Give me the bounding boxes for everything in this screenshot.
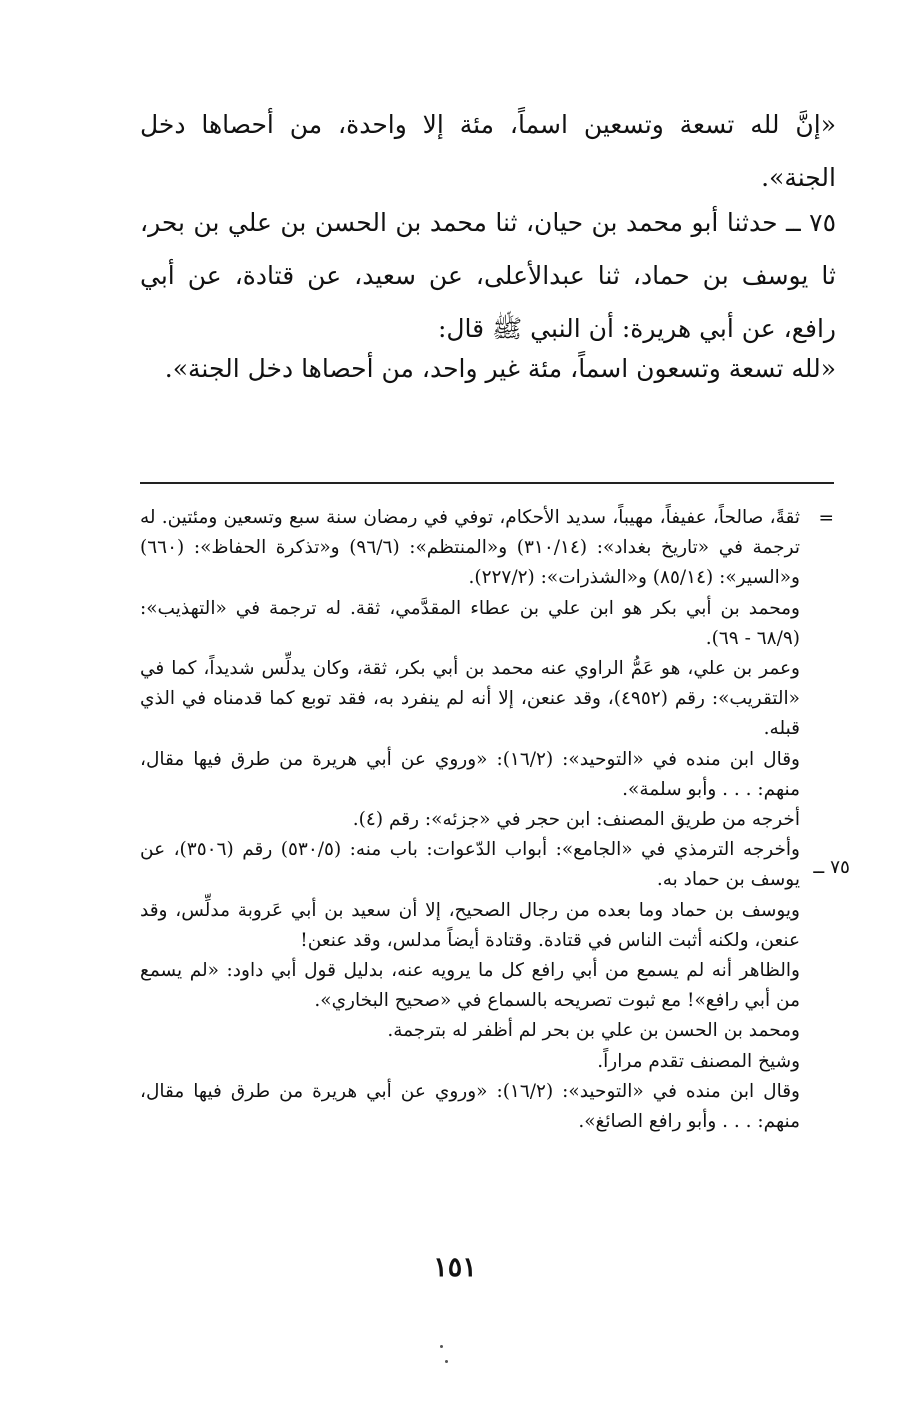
- main-paragraph: ٧٥ ــ حدثنا أبو محمد بن حيان، ثنا محمد بن الحسن بن علي بن بحر، ثا يوسف بن حماد، ثنا عبدالأعلى، عن سعيد، عن قتادة، عن أبي رافع، عن أبي هريرة: أن النبي ﷺ قال:: [140, 208, 836, 343]
- footnote-continuation-marker: =: [818, 508, 834, 529]
- scan-speck: [440, 1345, 443, 1348]
- footnotes: [140, 503, 800, 1137]
- footnote-paragraph: وقال ابن منده في «التوحيد»: (١٦/٢): «وروي عن أبي هريرة من طرق فيها مقال، منهم: . . . وأبو رافع الصائغ».: [140, 1080, 800, 1133]
- footnote-paragraph: ثقةً، صالحاً، عفيفاً، مهيباً، سديد الأحكام، توفي في رمضان سنة سبع وتسعين ومئتين. له ترجمة في «تاريخ بغداد»: (٣١٠/١٤) و«المنتظم»: (٩٦/٦) و«تذكرة الحفاظ»: (٦٦٠) و«السير»: (٨٥/١٤) و«الشذرات»: (٢٢٧/٢).: [140, 507, 800, 589]
- footnote-paragraph: وقال ابن منده في «التوحيد»: (١٦/٢): «وروي عن أبي هريرة من طرق فيها مقال، منهم: . . . وأبو سلمة».: [140, 748, 800, 800]
- main-paragraph: «لله تسعة وتسعون اسماً، مئة غير واحد، من أحصاها دخل الجنة».: [164, 354, 836, 383]
- footnote-paragraph: ومحمد بن أبي بكر هو ابن علي بن عطاء المقدَّمي، ثقة. له ترجمة في «التهذيب»: (٦٨/٩ - ٦٩).: [140, 597, 800, 649]
- hadith-75: [140, 196, 836, 355]
- scan-speck: [445, 1360, 448, 1363]
- footnote-separator: [140, 482, 834, 484]
- hadith-75-text: [140, 342, 836, 395]
- page-number: ١٥١: [433, 1252, 477, 1283]
- main-paragraph: «إنَّ لله تسعة وتسعين اسماً، مئة إلا واحدة، من أحصاها دخل الجنة».: [140, 110, 836, 192]
- footnote-paragraph: أخرجه من طريق المصنف: ابن حجر في «جزئه»: رقم (٤).: [352, 809, 800, 831]
- footnote-75-marker: ٧٥ ــ: [813, 857, 850, 878]
- footnote-paragraph: ويوسف بن حماد وما بعده من رجال الصحيح، إلا أن سعيد بن أبي عَروبة مدلِّس، وقد عنعن، ولكنه أثبت الناس في قتادة. وقتادة أيضاً مدلس، وقد عنعن!: [140, 899, 800, 951]
- footnote-paragraph: وشيخ المصنف تقدم مراراً.: [597, 1050, 800, 1072]
- footnote-paragraph: وعمر بن علي، هو عَمُّ الراوي عنه محمد بن أبي بكر، ثقة، وكان يدلِّس شديداً، كما في «التقريب»: رقم (٤٩٥٢)، وقد عنعن، إلا أنه لم ينفرد به، فقد توبع كما قدمناه في الذي قبله.: [140, 658, 800, 740]
- hadith-text-74-end: [140, 98, 836, 204]
- footnote-paragraph: ومحمد بن الحسن بن علي بن بحر لم أظفر له بترجمة.: [387, 1020, 800, 1042]
- footnote-paragraph: والظاهر أنه لم يسمع من أبي رافع كل ما يرويه عنه، بدليل قول أبي داود: «لم يسمع من أبي رافع»! مع ثبوت تصريحه بالسماع في «صحيح البخاري».: [140, 960, 800, 1012]
- footnote-paragraph: وأخرجه الترمذي في «الجامع»: أبواب الدّعوات: باب منه: (٥٣٠/٥) رقم (٣٥٠٦)، عن يوسف بن حماد به.: [140, 839, 800, 891]
